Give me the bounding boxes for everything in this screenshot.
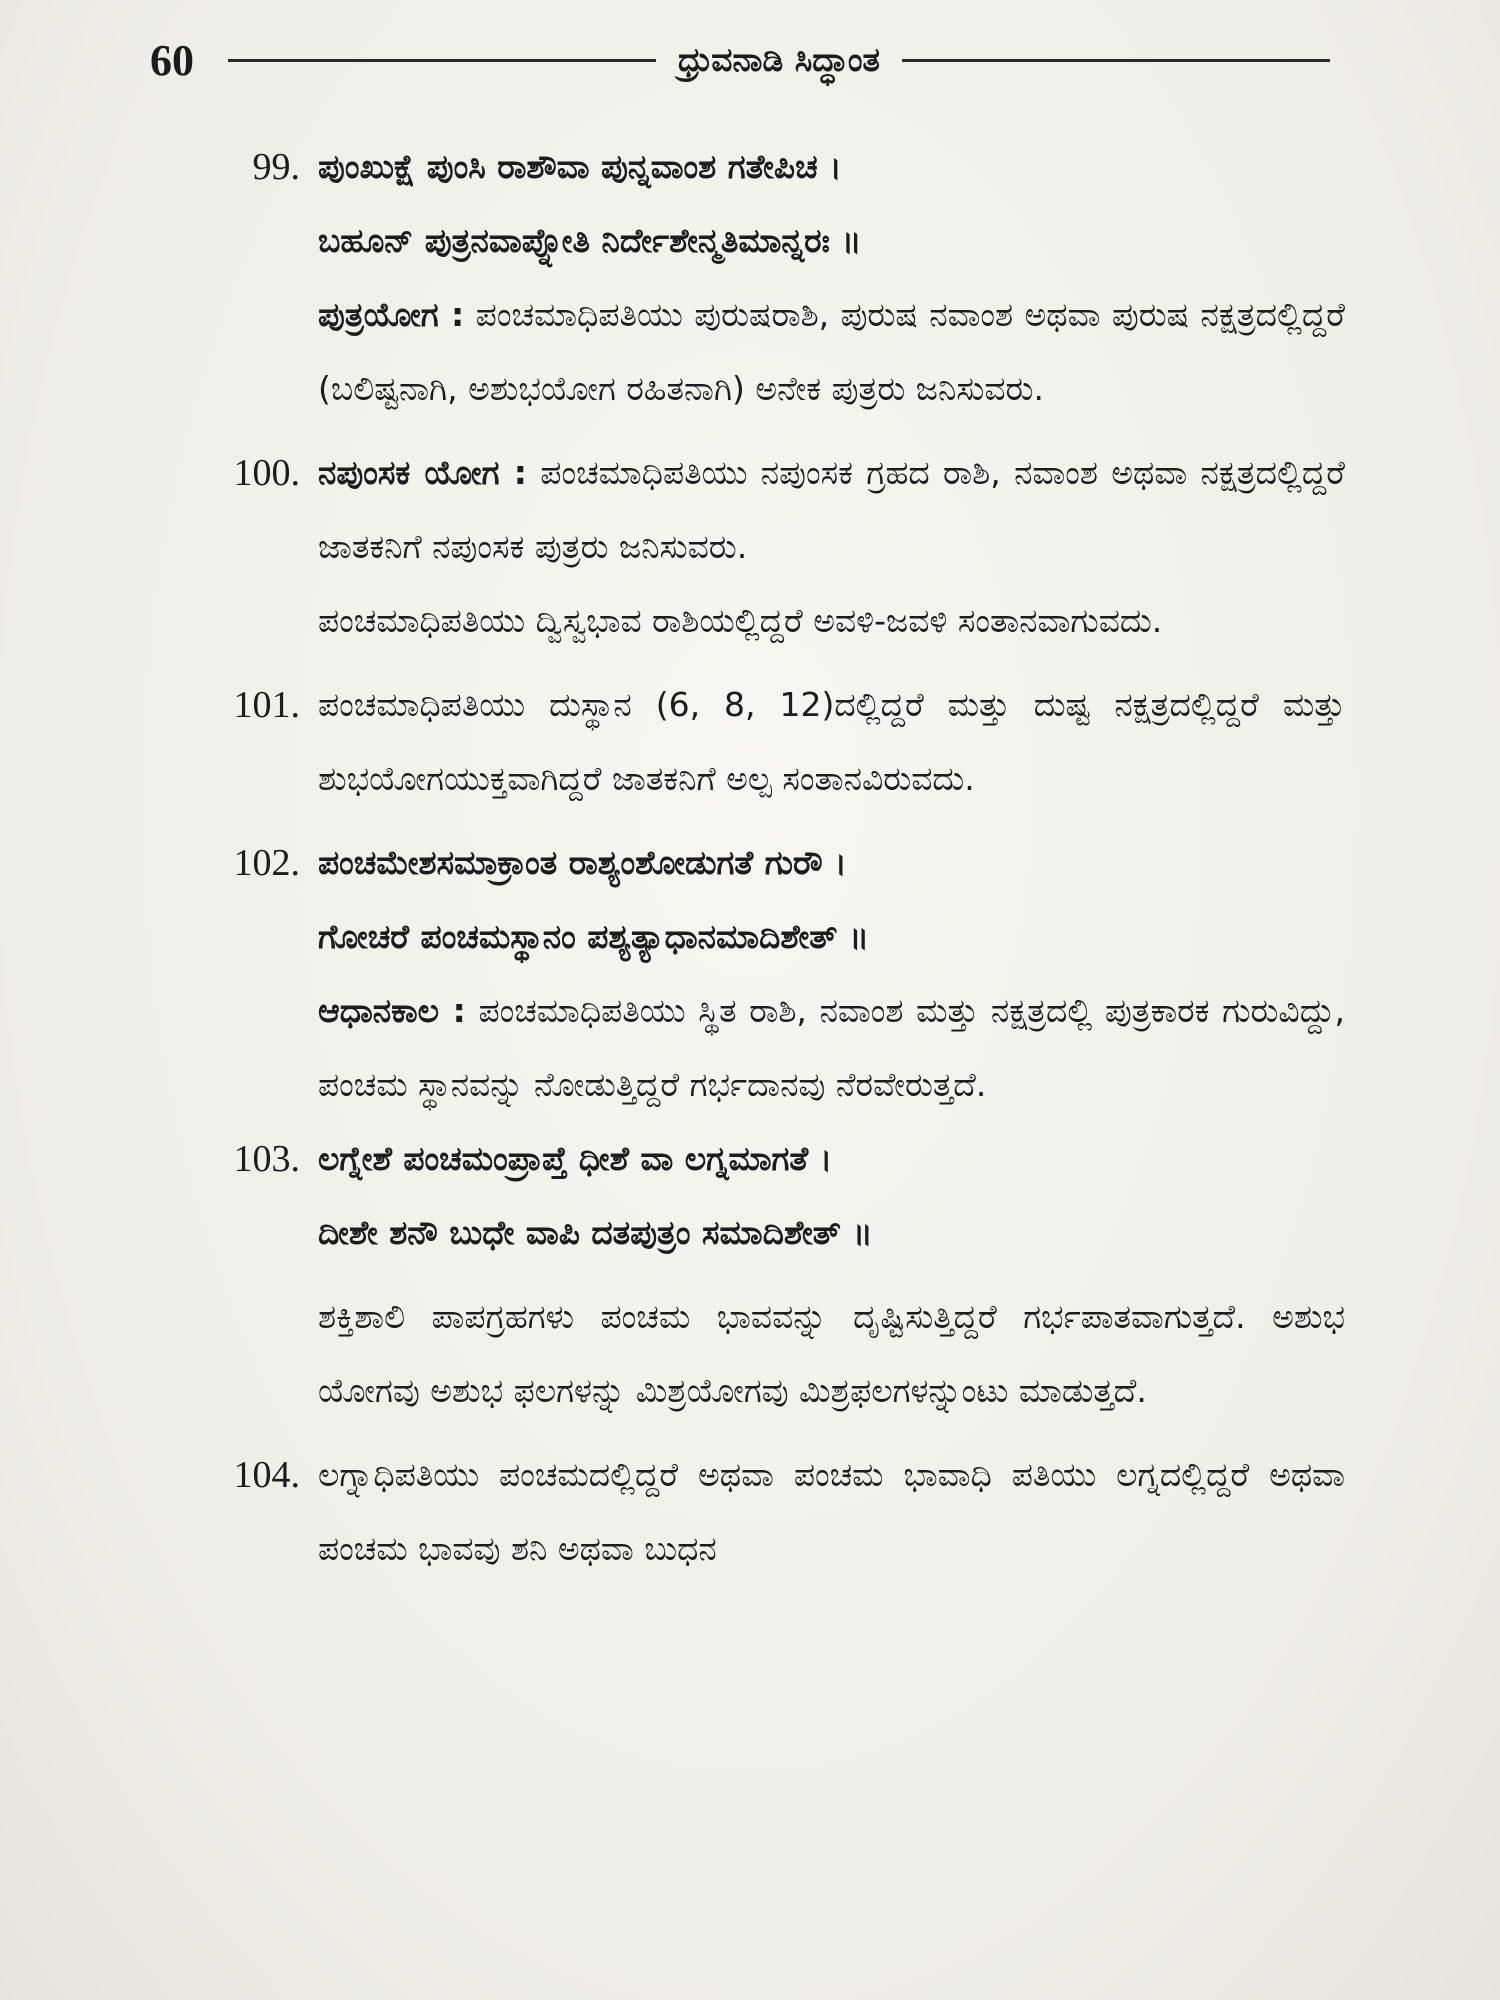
sutra-body	[318, 668, 1345, 816]
commentary-text: ಪಂಚಮಾಧಿಪತಿಯು ಸ್ಥಿತ ರಾಶಿ, ನವಾಂಶ ಮತ್ತು ನಕ್ಷತ್ರದಲ್ಲಿ ಪುತ್ರಕಾರಕ ಗುರುವಿದ್ದು, ಪಂಚಮ ಸ್ಥಾನವನ್ನು ನೋಡುತ್ತಿದ್ದರೆ ಗರ್ಭದಾನವು ನೆರವೇರುತ್ತದೆ.	[318, 991, 1346, 1104]
sutra-99	[195, 130, 1345, 426]
sutra-body	[318, 1122, 1345, 1428]
commentary-paragraph	[318, 436, 1345, 584]
sutra-body	[318, 826, 1345, 1122]
sutra-101	[195, 668, 1345, 816]
sutra-number: 99.	[252, 146, 300, 188]
commentary-heading: ಆಧಾನಕಾಲ :	[318, 991, 466, 1030]
sutra-number: 100.	[233, 452, 300, 494]
sutra-103	[195, 1122, 1345, 1428]
running-title: ಧ್ರುವನಾಡಿ ಸಿದ್ಧಾಂತ	[678, 40, 880, 79]
sutra-102	[195, 826, 1345, 1122]
sutra-number: 102.	[233, 842, 300, 884]
sutra-body	[318, 130, 1345, 426]
commentary-heading: ನಪುಂಸಕ ಯೋಗ :	[318, 453, 527, 492]
commentary-paragraph: ಪಂಚಮಾಧಿಪತಿಯು ದ್ವಿಸ್ವಭಾವ ರಾಶಿಯಲ್ಲಿದ್ದರೆ ಅವಳಿ-ಜವಳಿ ಸಂತಾನವಾಗುವದು.	[318, 601, 1163, 640]
commentary-heading: ಪುತ್ರಯೋಗ :	[318, 295, 465, 334]
commentary-text: ಪಂಚಮಾಧಿಪತಿಯು ಪುರುಷರಾಶಿ, ಪುರುಷ ನವಾಂಶ ಅಥವಾ ಪುರುಷ ನಕ್ಷತ್ರದಲ್ಲಿದ್ದರೆ (ಬಲಿಷ್ಟನಾಗಿ, ಅಶುಭಯೋಗ ರಹಿತನಾಗಿ) ಅನೇಕ ಪುತ್ರರು ಜನಿಸುವರು.	[318, 295, 1345, 408]
verse-line: ಲಗ್ನೇಶೆ ಪಂಚಮಂಪ್ರಾಪ್ತೆ ಧೀಶೆ ವಾ ಲಗ್ನಮಾಗತೆ ।	[318, 1139, 833, 1178]
commentary-paragraph	[318, 974, 1345, 1122]
verse-line: ಬಹೂನ್ ಪುತ್ರನವಾಪ್ನೋತಿ ನಿರ್ದೇಶೇನ್ಮತಿಮಾನ್ನರಃ ॥	[318, 221, 862, 260]
sutra-100	[195, 436, 1345, 658]
verse-line: ದೀಶೇ ಶನೌ ಬುಧೇ ವಾಪಿ ದತಪುತ್ರಂ ಸಮಾದಿಶೇತ್ ॥	[318, 1213, 873, 1252]
commentary-text: ಪಂಚಮಾಧಿಪತಿಯು ನಪುಂಸಕ ಗ್ರಹದ ರಾಶಿ, ನವಾಂಶ ಅಥವಾ ನಕ್ಷತ್ರದಲ್ಲಿದ್ದರೆ ಜಾತಕನಿಗೆ ನಪುಂಸಕ ಪುತ್ರರು ಜನಿಸುವರು.	[318, 453, 1345, 566]
sutra-number: 104.	[233, 1454, 300, 1496]
verse-line: ಪುಂಖುಕ್ಷೆ ಪುಂಸಿ ರಾಶೌವಾ ಪುನ್ನವಾಂಶ ಗತೇಪಿಚ ।	[318, 147, 842, 186]
commentary-paragraph: ಲಗ್ನಾಧಿಪತಿಯು ಪಂಚಮದಲ್ಲಿದ್ದರೆ ಅಥವಾ ಪಂಚಮ ಭಾವಾಧಿ ಪತಿಯು ಲಗ್ನದಲ್ಲಿದ್ದರೆ ಅಥವಾ ಪಂಚಮ ಭಾವವು ಶನಿ ಅಥವಾ ಬುಧನ	[318, 1455, 1345, 1568]
page-content	[195, 130, 1345, 1586]
verse-line: ಗೋಚರೆ ಪಂಚಮಸ್ಥಾನಂ ಪಶ್ಯತ್ಯಾಧಾನಮಾದಿಶೇತ್ ॥	[318, 917, 870, 956]
sutra-number: 101.	[233, 684, 300, 726]
sutra-body	[318, 1438, 1345, 1586]
commentary-paragraph	[318, 278, 1345, 426]
commentary-paragraph: ಪಂಚಮಾಧಿಪತಿಯು ದುಸ್ಥಾನ (6, 8, 12)ದಲ್ಲಿದ್ದರೆ ಮತ್ತು ದುಷ್ಟ ನಕ್ಷತ್ರದಲ್ಲಿದ್ದರೆ ಮತ್ತು ಶುಭಯೋಗಯುಕ್ತವಾಗಿದ್ದರೆ ಜಾತಕನಿಗೆ ಅಲ್ಪ ಸಂತಾನವಿರುವದು.	[318, 685, 1345, 798]
page-number: 60	[150, 35, 194, 85]
sutra-body	[318, 436, 1345, 658]
header-rule-left	[228, 59, 656, 62]
commentary-paragraph: ಶಕ್ತಿಶಾಲಿ ಪಾಪಗ್ರಹಗಳು ಪಂಚಮ ಭಾವವನ್ನು ದೃಷ್ಟಿಸುತ್ತಿದ್ದರೆ ಗರ್ಭಪಾತವಾಗುತ್ತದೆ. ಅಶುಭ ಯೋಗವು ಅಶುಭ ಫಲಗಳನ್ನು ಮಿಶ್ರಯೋಗವು ಮಿಶ್ರಫಲಗಳನ್ನುಂಟು ಮಾಡುತ್ತದೆ.	[318, 1297, 1345, 1410]
page-header	[150, 30, 1330, 90]
verse-line: ಪಂಚಮೇಶಸಮಾಕ್ರಾಂತ ರಾಶ್ಯಂಶೋಡುಗತೆ ಗುರೌ ।	[318, 843, 847, 882]
sutra-number: 103.	[233, 1138, 300, 1180]
header-rule-right	[902, 59, 1330, 62]
sutra-104	[195, 1438, 1345, 1586]
